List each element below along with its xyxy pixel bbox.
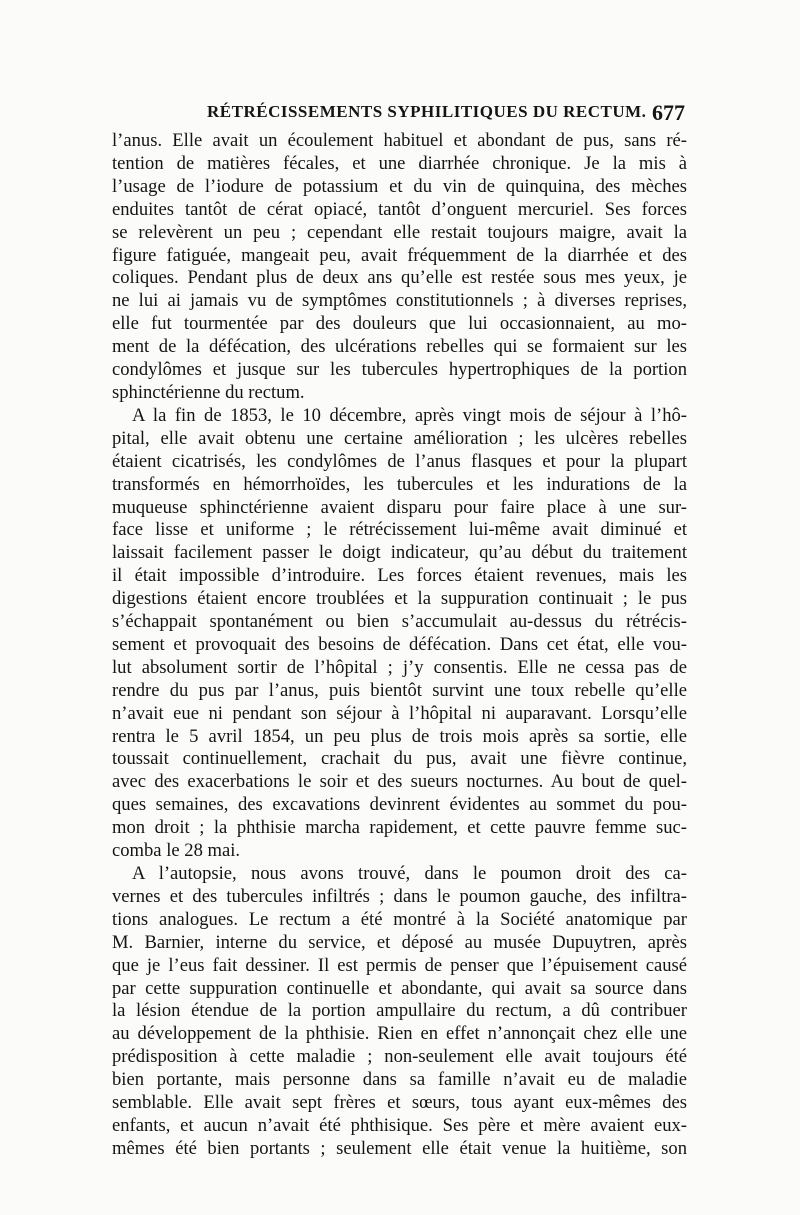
text-line: face lisse et uniforme ; le rétrécissement lui-même avait diminué et [112,519,687,541]
paragraph [112,130,687,405]
text-line: tions analogues. Le rectum a été montré à la Société anatomique par [112,908,687,930]
text-line: l’usage de l’iodure de potassium et du vin de quinquina, des mèches [112,175,687,197]
text-line: pital, elle avait obtenu une certaine amélioration ; les ulcères rebelles [112,427,687,449]
text-line: comba le 28 mai. [112,840,241,862]
text-line: rentra le 5 avril 1854, un peu plus de trois mois après sa sortie, elle [112,725,687,747]
running-head [112,100,687,126]
paragraph [112,405,687,863]
text-line: digestions étaient encore troublées et la suppuration continuait ; le pus [112,588,687,610]
text-line: muqueuse sphinctérienne avaient disparu pour faire place à une sur- [112,496,687,518]
text-line: s’échappait spontanément ou bien s’accumulait au-dessus du rétrécis- [112,611,687,633]
text-line: au développement de la phthisie. Rien en effet n’annonçait chez elle une [112,1023,687,1045]
text-line: elle fut tourmentée par des douleurs que lui occasionnaient, au mo- [112,313,687,335]
text-line: bien portante, mais personne dans sa famille n’avait eu de maladie [112,1069,687,1091]
text-line: mon droit ; la phthisie marcha rapidement, et cette pauvre femme suc- [112,817,687,839]
text-line: condylômes et jusque sur les tubercules hypertrophiques de la portion [112,359,687,381]
text-line: toussait continuellement, crachait du pus, avait une fièvre continue, [112,748,687,770]
text-line: ment de la défécation, des ulcérations rebelles qui se formaient sur les [112,336,687,358]
text-line: enduites tantôt de cérat opiacé, tantôt d’onguent mercuriel. Ses forces [112,198,687,220]
text-line: par cette suppuration continuelle et abondante, qui avait sa source dans [112,977,687,999]
text-line: A la fin de 1853, le 10 décembre, après vingt mois de séjour à l’hô- [132,404,687,426]
text-line: figure fatiguée, mangeait peu, avait fréquemment de la diarrhée et des [112,244,687,266]
text-line: ne lui ai jamais vu de symptômes constitutionnels ; à diverses reprises, [112,290,687,312]
text-line: laissait facilement passer le doigt indicateur, qu’au début du traitement [112,542,687,564]
text-line: n’avait eue ni pendant son séjour à l’hôpital ni auparavant. Lorsqu’elle [112,702,687,724]
text-line: tention de matières fécales, et une diarrhée chronique. Je la mis à [112,152,687,174]
text-line: que je l’eus fait dessiner. Il est permis de penser que l’épuisement causé [112,954,687,976]
text-line: se relevèrent un peu ; cependant elle restait toujours maigre, avait la [112,221,687,243]
text-line: lut absolument sortir de l’hôpital ; j’y consentis. Elle ne cessa pas de [112,656,687,678]
running-title: RÉTRÉCISSEMENTS SYPHILITIQUES DU RECTUM. [207,102,647,121]
text-line: l’anus. Elle avait un écoulement habituel et abondant de pus, sans ré- [112,130,687,151]
text-line: étaient cicatrisés, les condylômes de l’anus flasques et pour la plupart [112,450,687,472]
text-line: sement et provoquait des besoins de défécation. Dans cet état, elle vou- [112,633,687,655]
text-line: avec des exacerbations le soir et des sueurs nocturnes. Au bout de quel- [112,771,687,793]
text-line: il était impossible d’introduire. Les forces étaient revenues, mais les [112,565,687,587]
text-line: enfants, et aucun n’avait été phthisique. Ses père et mère avaient eux- [112,1114,687,1136]
body-text [112,130,687,1161]
text-line: transformés en hémorrhoïdes, les tubercules et les indurations de la [112,473,687,495]
text-line: coliques. Pendant plus de deux ans qu’elle est restée sous mes yeux, je [112,267,687,289]
text-line: ques semaines, des excavations devinrent évidentes au sommet du pou- [112,794,687,816]
text-line: semblable. Elle avait sept frères et sœurs, tous ayant eux-mêmes des [112,1092,687,1114]
text-line: la lésion étendue de la portion ampullaire du rectum, a dû contribuer [112,1000,687,1022]
text-line: prédisposition à cette maladie ; non-seulement elle avait toujours été [112,1046,687,1068]
text-line: sphinctérienne du rectum. [112,381,305,403]
text-line: A l’autopsie, nous avons trouvé, dans le poumon droit des ca- [132,863,687,884]
text-line: rendre du pus par l’anus, puis bientôt survint une toux rebelle qu’elle [112,679,687,701]
text-line: M. Barnier, interne du service, et déposé au musée Dupuytren, après [112,931,687,953]
paragraph [112,863,687,1161]
text-line: vernes et des tubercules infiltrés ; dans le poumon gauche, des infiltra- [112,885,687,907]
page-number: 677 [652,100,685,125]
text-line: mêmes été bien portants ; seulement elle était venue la huitième, son [112,1137,687,1159]
